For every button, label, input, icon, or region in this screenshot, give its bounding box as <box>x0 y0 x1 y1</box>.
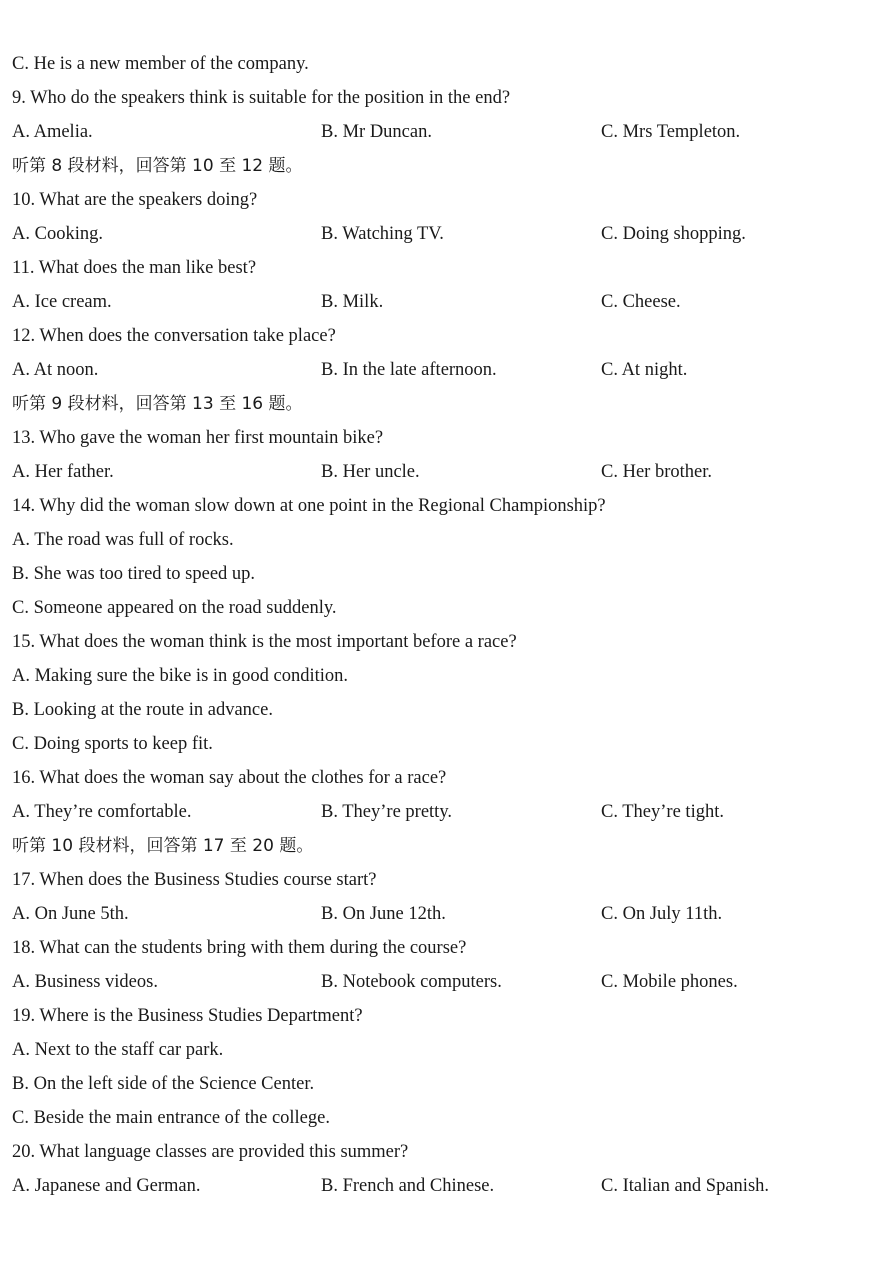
section-instruction: 听第 9 段材料，回答第 13 至 16 题。 <box>12 394 303 414</box>
option-line: C. Doing sports to keep fit. <box>12 734 213 754</box>
question-text: 13. Who gave the woman her first mountain bike? <box>12 428 384 448</box>
question-text: 18. What can the students bring with them during the course? <box>12 938 467 958</box>
option-c: C. On July 11th. <box>601 904 723 924</box>
option-line: B. On the left side of the Science Center. <box>12 1074 315 1094</box>
option-c: C. They’re tight. <box>601 802 724 822</box>
options-row <box>12 969 862 1003</box>
option-a: A. Ice cream. <box>12 292 112 312</box>
section-instruction: 听第 8 段材料，回答第 10 至 12 题。 <box>12 156 303 176</box>
option-a: A. Business videos. <box>12 972 158 992</box>
options-row <box>12 459 862 493</box>
question-text: 16. What does the woman say about the clothes for a race? <box>12 768 447 788</box>
option-a: A. Japanese and German. <box>12 1176 201 1196</box>
question-text: 10. What are the speakers doing? <box>12 190 258 210</box>
options-row <box>12 289 862 323</box>
question-text: 14. Why did the woman slow down at one point in the Regional Championship? <box>12 496 606 516</box>
option-c: C. Cheese. <box>601 292 681 312</box>
option-c: C. Italian and Spanish. <box>601 1176 770 1196</box>
option-b: B. Notebook computers. <box>321 972 502 992</box>
question-text: 11. What does the man like best? <box>12 258 257 278</box>
option-line: C. Someone appeared on the road suddenly. <box>12 598 337 618</box>
option-a: A. They’re comfortable. <box>12 802 192 822</box>
question-text: 17. When does the Business Studies course start? <box>12 870 377 890</box>
option-b: B. They’re pretty. <box>321 802 452 822</box>
option-line: B. Looking at the route in advance. <box>12 700 273 720</box>
options-row <box>12 119 862 153</box>
option-a: A. Her father. <box>12 462 114 482</box>
option-line: A. The road was full of rocks. <box>12 530 234 550</box>
option-a: A. On June 5th. <box>12 904 129 924</box>
option-line: A. Making sure the bike is in good condition. <box>12 666 349 686</box>
option-c: C. Mobile phones. <box>601 972 738 992</box>
option-line: B. She was too tired to speed up. <box>12 564 256 584</box>
exam-content <box>12 51 862 1207</box>
option-a: A. Amelia. <box>12 122 93 142</box>
question-text: 12. When does the conversation take place? <box>12 326 336 346</box>
option-c: C. Mrs Templeton. <box>601 122 741 142</box>
question-text: 19. Where is the Business Studies Department? <box>12 1006 363 1026</box>
option-line: A. Next to the staff car park. <box>12 1040 224 1060</box>
option-b: B. Watching TV. <box>321 224 444 244</box>
options-row <box>12 357 862 391</box>
option-b: B. Her uncle. <box>321 462 420 482</box>
options-row <box>12 901 862 935</box>
option-b: B. Milk. <box>321 292 384 312</box>
option-c: C. Doing shopping. <box>601 224 746 244</box>
section-instruction: 听第 10 段材料，回答第 17 至 20 题。 <box>12 836 314 856</box>
option-b: B. French and Chinese. <box>321 1176 495 1196</box>
question-text: 15. What does the woman think is the most important before a race? <box>12 632 517 652</box>
option-a: A. At noon. <box>12 360 99 380</box>
option-c: C. Her brother. <box>601 462 712 482</box>
options-row <box>12 221 862 255</box>
question-text: 9. Who do the speakers think is suitable for the position in the end? <box>12 88 511 108</box>
option-c: C. At night. <box>601 360 688 380</box>
option-b: B. On June 12th. <box>321 904 446 924</box>
question-text: 20. What language classes are provided this summer? <box>12 1142 409 1162</box>
options-row <box>12 799 862 833</box>
option-b: B. In the late afternoon. <box>321 360 497 380</box>
options-row <box>12 1173 862 1207</box>
option-a: A. Cooking. <box>12 224 103 244</box>
option-line: C. Beside the main entrance of the college. <box>12 1108 330 1128</box>
option-line: C. He is a new member of the company. <box>12 54 309 74</box>
option-b: B. Mr Duncan. <box>321 122 432 142</box>
